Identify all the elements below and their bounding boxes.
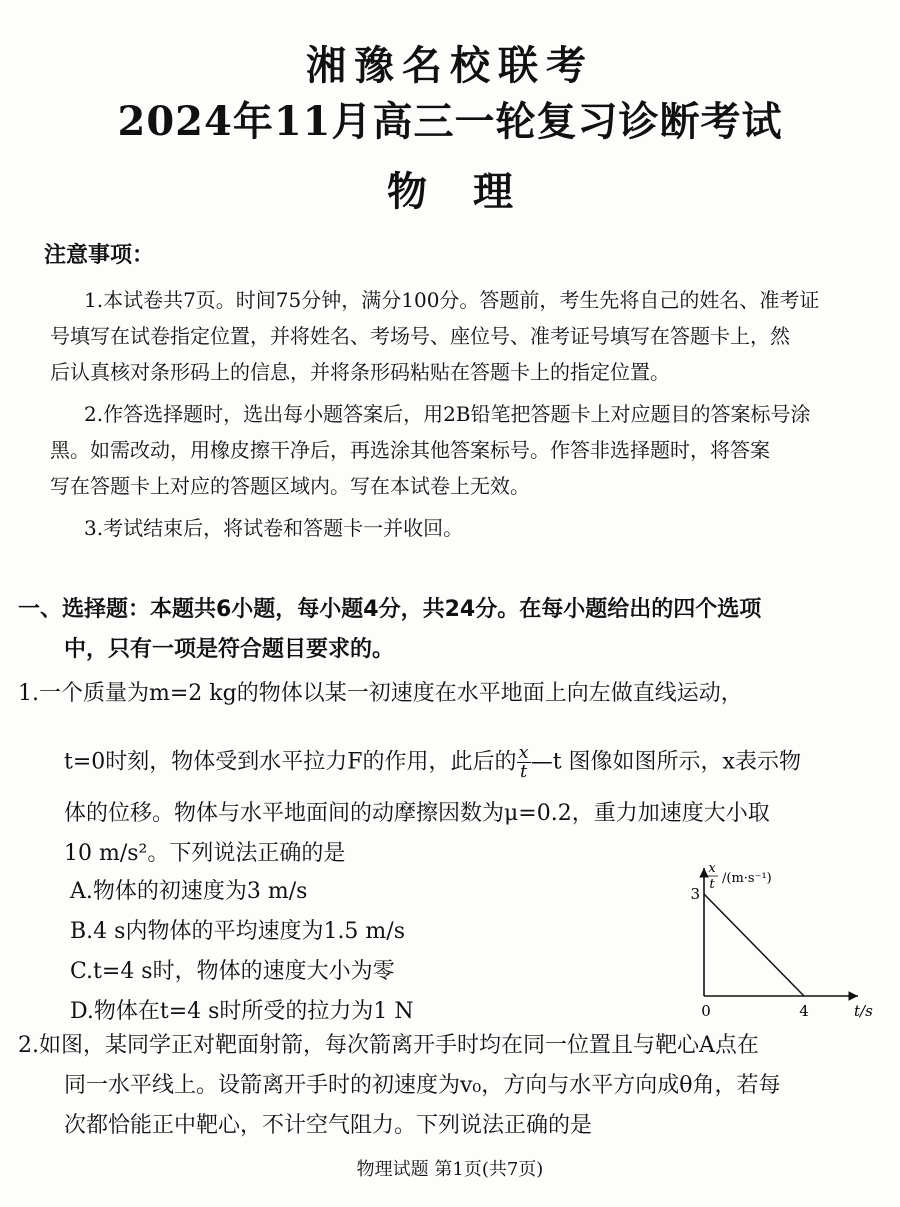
exam-organizer-title: 湘豫名校联考 [306, 42, 594, 89]
ylabel-unit: /(m·s⁻¹) [722, 871, 772, 886]
q1-option-c: C.t=4 s时，物体的速度大小为零 [70, 959, 395, 984]
note-3-line-1: 3.考试结束后，将试卷和答题卡一并收回。 [84, 516, 464, 540]
exam-title: 2024年11月高三一轮复习诊断考试 [117, 98, 783, 145]
q1-option-d: D.物体在t=4 s时所受的拉力为1 N [70, 999, 414, 1024]
x-axis-label: t/s [854, 1002, 873, 1020]
q1-line-1: 1.一个质量为m=2 kg的物体以某一初速度在水平地面上向左做直线运动， [18, 681, 743, 706]
origin-label: 0 [701, 1002, 711, 1020]
q1-line-4: 10 m/s²。下列说法正确的是 [64, 841, 346, 866]
section-1-heading-cont: 中，只有一项是符合题目要求的。 [64, 637, 395, 662]
y-tick-label: 3 [690, 885, 700, 903]
note-2-line-1: 2.作答选择题时，选出每小题答案后，用2B铅笔把答题卡上对应题目的答案标号涂 [84, 402, 811, 426]
notes-heading: 注意事项： [44, 243, 155, 268]
fraction-numerator: x [518, 742, 529, 763]
ylabel-num: x [708, 861, 716, 876]
q1-line-2-end: —t 图像如图所示，x表示物 [530, 749, 801, 775]
page-footer: 物理试题 第1页(共7页) [356, 1159, 544, 1180]
ylabel-den: t [709, 877, 715, 892]
xt-t-graph [680, 858, 880, 1038]
section-1-heading: 一、选择题：本题共6小题，每小题4分，共24分。在每小题给出的四个选项 [18, 597, 762, 622]
q1-line-2 [64, 744, 801, 781]
note-2-line-2: 黑。如需改动，用橡皮擦干净后，再选涂其他答案标号。作答非选择题时，将答案 [50, 438, 770, 462]
x-tick-label: 4 [799, 1002, 809, 1020]
note-1-line-2: 号填写在试卷指定位置，并将姓名、考场号、座位号、准考证号填写在答题卡上，然 [50, 324, 790, 348]
q1-option-b: B.4 s内物体的平均速度为1.5 m/s [70, 919, 405, 944]
q1-option-a: A.物体的初速度为3 m/s [70, 879, 308, 904]
note-1-line-3: 后认真核对条形码上的信息，并将条形码粘贴在答题卡上的指定位置。 [50, 360, 670, 384]
subject-title: 物理 [387, 168, 559, 215]
fraction-denominator: t [520, 761, 528, 782]
note-2-line-3: 写在答题卡上对应的答题区域内。写在本试卷上无效。 [50, 474, 530, 498]
q1-line-2-start: t=0时刻，物体受到水平拉力F的作用，此后的 [64, 749, 517, 775]
q2-line-2: 同一水平线上。设箭离开手时的初速度为v₀，方向与水平方向成θ角，若每 [64, 1073, 781, 1098]
note-1-line-1: 1.本试卷共7页。时间75分钟，满分100分。答题前，考生先将自己的姓名、准考证 [84, 288, 820, 312]
x-over-t-fraction [517, 744, 531, 781]
y-axis-label [707, 861, 772, 892]
series-line [704, 894, 804, 996]
q2-line-1: 2.如图，某同学正对靶面射箭，每次箭离开手时均在同一位置且与靶心A点在 [18, 1033, 759, 1058]
q2-line-3: 次都恰能正中靶心，不计空气阻力。下列说法正确的是 [64, 1113, 593, 1138]
q1-line-3: 体的位移。物体与水平地面间的动摩擦因数为μ=0.2，重力加速度大小取 [64, 801, 770, 826]
